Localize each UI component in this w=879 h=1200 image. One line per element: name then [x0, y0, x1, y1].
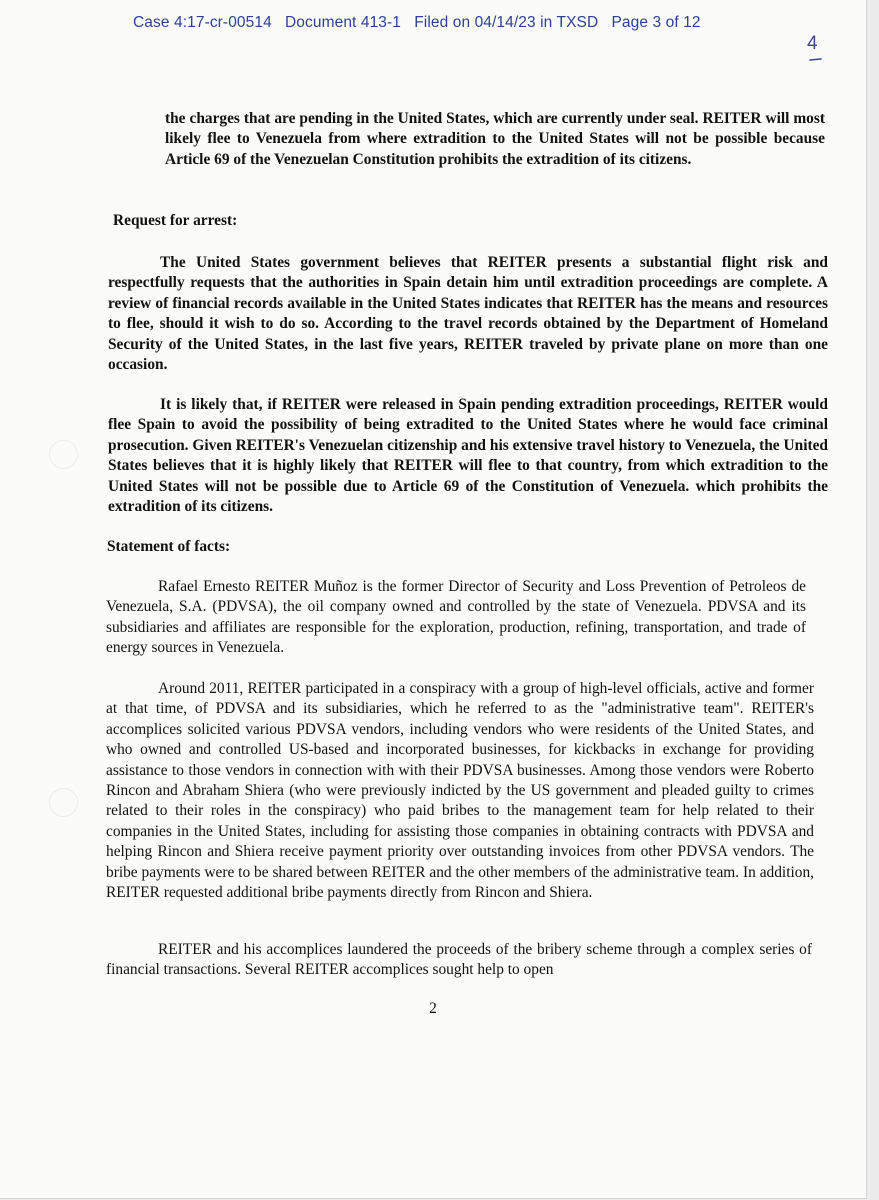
conspiracy-paragraph: Around 2011, REITER participated in a conspiracy with a group of high-level officials, active and former at that time, of PDVSA and its subsidiaries, which he referred to as the "administrative team". REITER's accomplices solicited various PDVSA vendors, including vendors who were residents of the United States, and who owned and controlled US-based and incorporated businesses, for kickbacks in exchange for providing assistance to those vendors in connection with with their PDVSA businesses. Among those vendors were Roberto Rincon and Abraham Shiera (who were previously indicted by the US government and pleaded guilty to crimes related to their roles in the conspiracy) who paid bribes to the management team for help related to their companies in the United States, including for assisting those companies in obtaining contracts with PDVSA and helping Rincon and Shiera receive payment priority over outstanding invoices from other PDVSA vendors. The bribe payments were to be shared between REITER and the other members of the administrative team. In addition, REITER requested additional bribe payments directly from Rincon and Shiera.: [106, 680, 814, 902]
punch-hole-mark: [49, 440, 78, 469]
punch-hole-mark: [49, 788, 78, 817]
likely-flee-paragraph: It is likely that, if REITER were released in Spain pending extradition proceedings, REITER would flee Spain to avoid the possibility of being extradited to the United States where he would face criminal prosecution. Given REITER's Venezuelan citizenship and his extensive travel history to Venezuela, the United States believes that it is highly likely that REITER will flee to that country, from which extradition to the United States will not be possible due to Article 69 of the Constitution of Venezuela. which prohibits the extradition of its citizens.: [108, 396, 828, 516]
flight-risk-paragraph: The United States government believes that REITER presents a substantial flight risk and respectfully requests that the authorities in Spain detain him until extradition proceedings are complete. A review of financial records available in the United States indicates that REITER has the means and resources to flee, should it wish to do so. According to the travel records obtained by the Department of Homeland Security of the United States, in the last five years, REITER traveled by private plane on more than one occasion.: [108, 254, 828, 374]
continued-paragraph: the charges that are pending in the United States, which are currently under seal. REITER will most likely flee to Venezuela from where extradition to the United States will not be possible because Article 69 of the Venezuelan Constitution prohibits the extradition of its citizens.: [165, 110, 825, 168]
court-filing-stamp: Case 4:17-cr-00514 Document 413-1 Filed on 04/14/23 in TXSD Page 3 of 12: [133, 14, 701, 31]
request-for-arrest-heading: Request for arrest:: [113, 212, 238, 229]
handwritten-page-mark-text: 4: [807, 33, 818, 54]
statement-of-facts-heading: Statement of facts:: [107, 538, 231, 555]
page-number: 2: [429, 1000, 437, 1017]
laundering-paragraph: REITER and his accomplices laundered the proceeds of the bribery scheme through a complex series of financial transactions. Several REITER accomplices sought help to open: [106, 941, 812, 979]
handwritten-page-mark: [805, 29, 825, 65]
background-paragraph: Rafael Ernesto REITER Muñoz is the former Director of Security and Loss Prevention of Petroleos de Venezuela, S.A. (PDVSA), the oil company owned and controlled by the state of Venezuela. PDVSA and its subsidiaries and affiliates are responsible for the exploration, production, refining, transportation, and trade of energy sources in Venezuela.: [106, 578, 806, 657]
